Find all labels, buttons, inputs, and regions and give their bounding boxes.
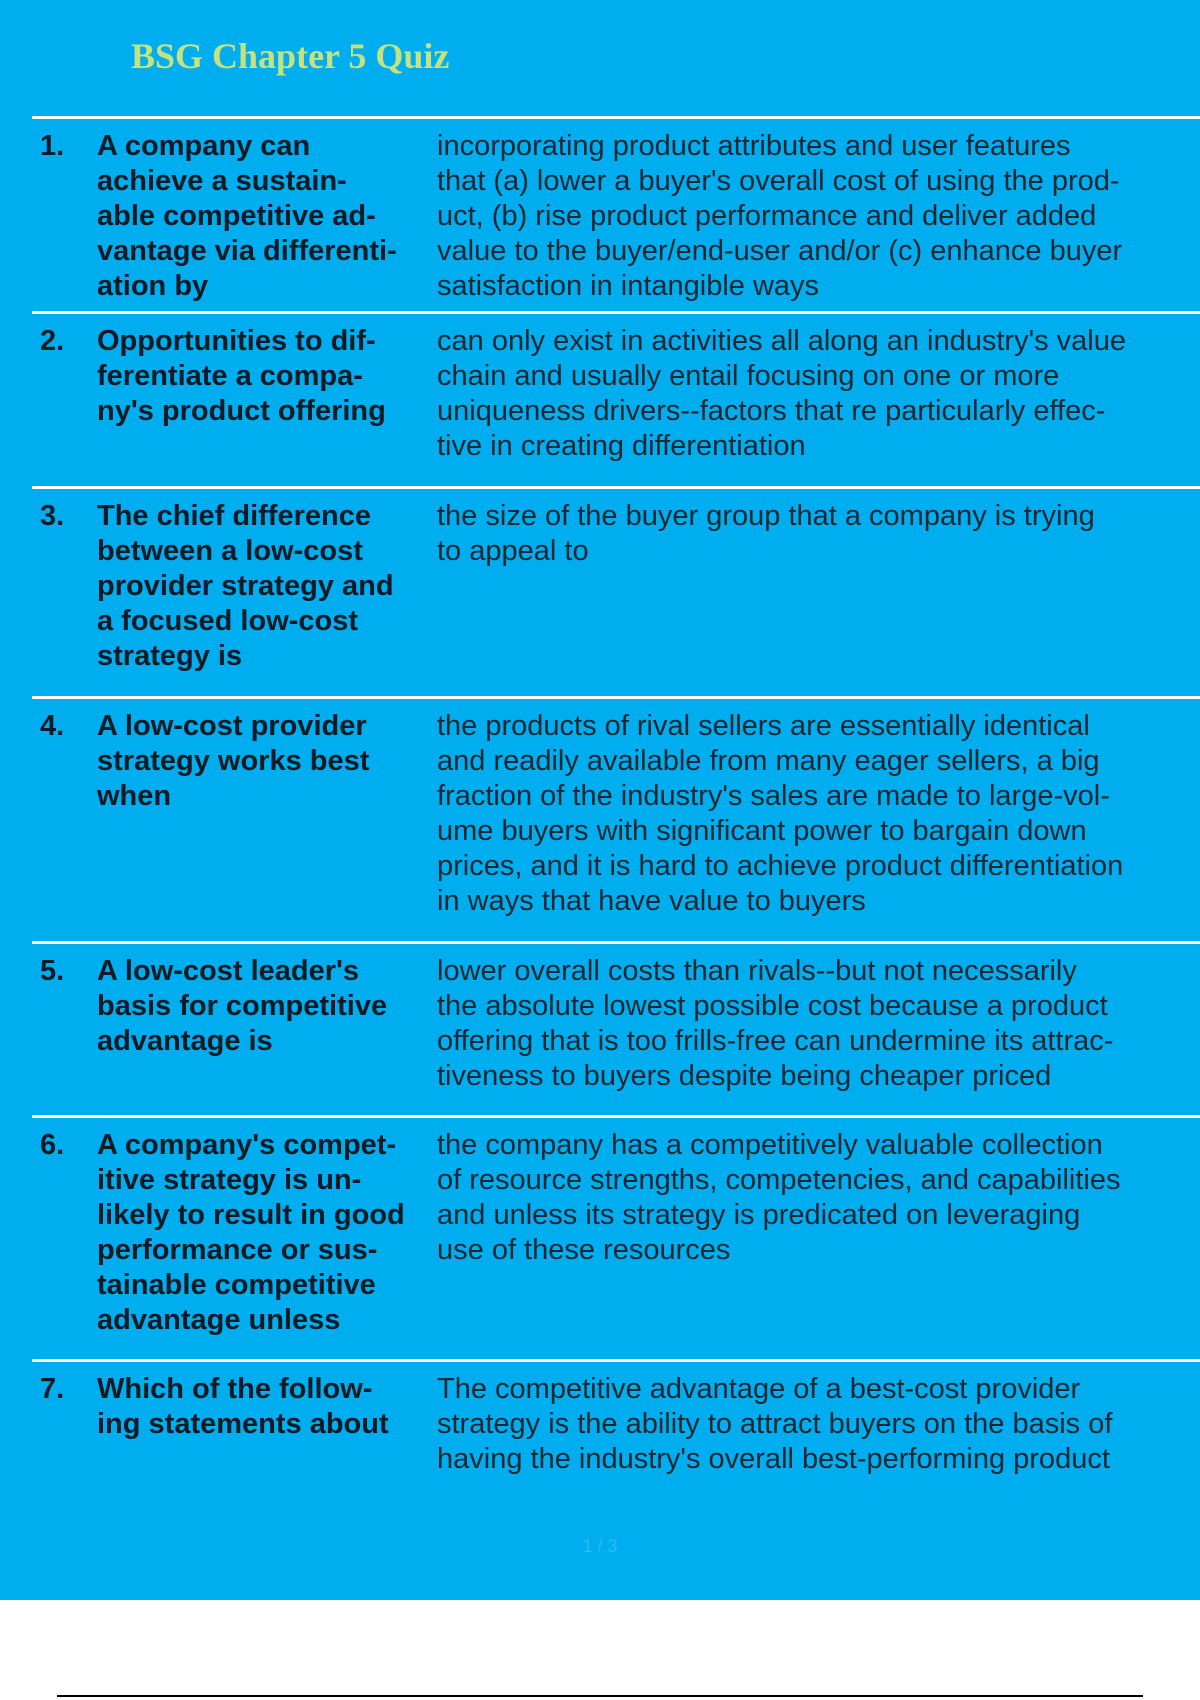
item-question: A low-cost provider strategy works best when	[97, 710, 370, 812]
item-question: Which of the follow- ing statements about	[97, 1373, 389, 1440]
page-number: 1 / 3	[582, 1536, 618, 1556]
quiz-item	[32, 1115, 1200, 1359]
item-answer: lower overall costs than rivals--but not necessarily the absolute lowest possible cost because a product offering that is too frills-free can undermine its attrac- tiveness to buyers despite being cheaper priced	[437, 955, 1114, 1092]
footer-divider	[57, 1695, 1143, 1697]
item-question: The chief difference between a low-cost provider strategy and a focused low-cost strategy is	[97, 500, 394, 672]
item-number: 1.	[40, 130, 65, 162]
item-number: 2.	[40, 325, 65, 357]
item-question: A company can achieve a sustain- able competitive ad- vantage via differenti- ation by	[97, 130, 397, 302]
item-question: A low-cost leader's basis for competitive advantage is	[97, 955, 388, 1057]
item-answer: The competitive advantage of a best-cost provider strategy is the ability to attract buyers on the basis of having the industry's overall best-performing product	[437, 1373, 1113, 1475]
item-answer: the products of rival sellers are essentially identical and readily available from many eager sellers, a big fraction of the industry's sales are made to large-vol- ume buyers with significant power to bargain down prices, and it is hard to achieve product differentiation in ways that have value to buyers	[437, 710, 1124, 917]
item-answer: the company has a competitively valuable collection of resource strengths, competencies, and capabilities and unless its strategy is predicated on leveraging use of these resources	[437, 1129, 1121, 1266]
quiz-item	[32, 941, 1200, 1115]
item-number: 4.	[40, 710, 65, 742]
page-title: BSG Chapter 5 Quiz	[131, 36, 450, 76]
item-answer: the size of the buyer group that a company is trying to appeal to	[437, 500, 1095, 567]
item-number: 5.	[40, 955, 65, 987]
quiz-list	[32, 116, 1200, 1489]
quiz-item	[32, 311, 1200, 486]
item-question: A company's compet- itive strategy is un- likely to result in good performance or sus- tainable competitive advantage unless	[97, 1129, 405, 1336]
quiz-item	[32, 486, 1200, 696]
item-question: Opportunities to dif- ferentiate a compa- ny's product offering	[97, 325, 386, 427]
item-answer: can only exist in activities all along an industry's value chain and usually entail focusing on one or more uniqueness drivers--factors that re particularly effec- tive in creating differentiation	[437, 325, 1127, 462]
item-number: 3.	[40, 500, 65, 532]
item-number: 6.	[40, 1129, 65, 1161]
quiz-item	[32, 116, 1200, 311]
item-answer: incorporating product attributes and user features that (a) lower a buyer's overall cost of using the prod- uct, (b) rise product performance and deliver added value to the buyer/end-user and/or (c) enhance buyer satisfaction in intangible ways	[437, 130, 1123, 302]
quiz-item	[32, 1359, 1200, 1489]
quiz-item	[32, 696, 1200, 941]
item-number: 7.	[40, 1373, 65, 1405]
